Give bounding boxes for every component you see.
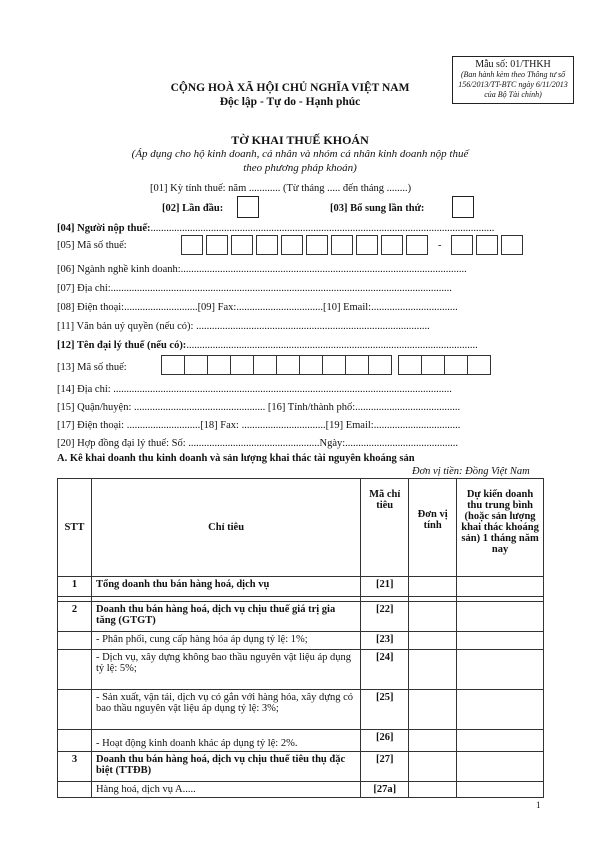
row-item: - Phân phối, cung cấp hàng hóa áp dụng tỷ lệ: 1%;	[91, 632, 360, 650]
digit-cell[interactable]	[184, 355, 208, 375]
row-estimate[interactable]	[457, 730, 544, 752]
agent-address-line[interactable]: [14] Địa chỉ: .................................................................................................................................	[57, 384, 452, 395]
digit-cell[interactable]	[444, 355, 468, 375]
digit-cell[interactable]	[406, 235, 428, 255]
table-row	[58, 782, 544, 798]
row-stt: 3	[58, 752, 92, 782]
row-stt	[58, 632, 92, 650]
section-a-heading: A. Kê khai doanh thu kinh doanh và sản lượng khai thác tài nguyên khoáng sản	[57, 453, 415, 464]
row-item: - Dịch vụ, xây dựng không bao thầu nguyên vật liệu áp dụng tỷ lệ: 5%;	[91, 650, 360, 690]
digit-cell[interactable]	[421, 355, 445, 375]
digit-cell[interactable]	[398, 355, 422, 375]
digit-cell[interactable]	[322, 355, 346, 375]
agent-contact-line[interactable]: [17] Điện thoại: ............................[18] Fax: ................................[19] Email:.................................	[57, 420, 461, 431]
agent-contract-line[interactable]: [20] Hợp đồng đại lý thuế: Số: ..................................................Ngày:...........................................	[57, 438, 459, 449]
col-header-code: Mã chỉ tiêu	[361, 479, 409, 577]
form-number-box	[452, 56, 574, 104]
digit-cell[interactable]	[345, 355, 369, 375]
agent-row	[57, 340, 478, 351]
col-header-stt: STT	[58, 479, 92, 577]
row-item: Hàng hoá, dịch vụ A.....	[91, 782, 360, 798]
page-number: 1	[536, 800, 541, 810]
digit-cell[interactable]	[256, 235, 278, 255]
row-stt: 1	[58, 577, 92, 597]
tax-code-dash: -	[438, 240, 442, 251]
row-code: [27a]	[361, 782, 409, 798]
row-unit[interactable]	[409, 690, 457, 730]
motto: Độc lập - Tự do - Hạnh phúc	[219, 96, 361, 108]
row-item: - Hoạt động kinh doanh khác áp dụng tỷ lệ: 2%.	[91, 730, 360, 752]
supplement-label: [03] Bổ sung lần thứ:	[330, 203, 425, 214]
digit-cell[interactable]	[331, 235, 353, 255]
row-item: - Sản xuất, vận tải, dịch vụ có gắn với hàng hóa, xây dựng có bao thầu nguyên vật liệu áp dụng tỷ lệ: 3%;	[91, 690, 360, 730]
digit-cell[interactable]	[231, 235, 253, 255]
business-line[interactable]: [06] Ngành nghề kinh doanh:.............................................................................................................	[57, 264, 467, 275]
row-item: Doanh thu bán hàng hoá, dịch vụ chịu thuế tiêu thụ đặc biệt (TTĐB)	[91, 752, 360, 782]
row-unit[interactable]	[409, 602, 457, 632]
form-note: (Ban hành kèm theo Thông tư số 156/2013/TT-BTC ngày 6/11/2013 của Bộ Tài chính)	[458, 70, 568, 99]
first-time-checkbox[interactable]	[237, 196, 259, 218]
digit-cell[interactable]	[161, 355, 185, 375]
row-code: [27]	[361, 752, 409, 782]
row-code: [26]	[361, 730, 409, 752]
digit-cell[interactable]	[306, 235, 328, 255]
taxpayer-label: [04] Người nộp thuế:	[57, 223, 151, 234]
digit-cell[interactable]	[467, 355, 491, 375]
taxpayer-value[interactable]: ...................................................................................................................................	[150, 223, 495, 234]
taxpayer-row	[57, 223, 494, 234]
agent-tax-code-cells[interactable]	[162, 355, 491, 375]
table-row	[58, 632, 544, 650]
row-stt	[58, 650, 92, 690]
tax-code-cells[interactable]	[182, 235, 428, 255]
digit-cell[interactable]	[206, 235, 228, 255]
digit-cell[interactable]	[276, 355, 300, 375]
digit-cell[interactable]	[181, 235, 203, 255]
row-stt	[58, 782, 92, 798]
agent-district-line[interactable]: [15] Quận/huyện: .................................................. [16] Tỉnh/thành phố:........................................	[57, 402, 461, 413]
tax-period: [01] Kỳ tính thuế: năm ............ (Từ tháng ..... đến tháng ........)	[150, 183, 412, 194]
row-unit[interactable]	[409, 730, 457, 752]
row-estimate[interactable]	[457, 602, 544, 632]
row-code: [24]	[361, 650, 409, 690]
row-unit[interactable]	[409, 782, 457, 798]
agent-value[interactable]: ...............................................................................................................	[186, 340, 478, 351]
form-subtitle-2: theo phương pháp khoán)	[243, 162, 357, 174]
row-estimate[interactable]	[457, 650, 544, 690]
digit-cell[interactable]	[501, 235, 523, 255]
form-number: Mẫu số: 01/THKH	[475, 59, 551, 70]
row-estimate[interactable]	[457, 752, 544, 782]
row-code: [25]	[361, 690, 409, 730]
row-unit[interactable]	[409, 752, 457, 782]
currency-unit: Đơn vị tiền: Đồng Việt Nam	[412, 466, 530, 477]
table-row	[58, 752, 544, 782]
country-name: CỘNG HOÀ XÃ HỘI CHỦ NGHĨA VIỆT NAM	[170, 82, 410, 94]
row-estimate[interactable]	[457, 577, 544, 597]
row-estimate[interactable]	[457, 690, 544, 730]
digit-cell[interactable]	[207, 355, 231, 375]
digit-cell[interactable]	[230, 355, 254, 375]
revenue-table	[57, 478, 544, 798]
agent-label: [12] Tên đại lý thuế (nếu có):	[57, 340, 187, 351]
table-row	[58, 730, 544, 752]
row-unit[interactable]	[409, 632, 457, 650]
table-header-row	[58, 479, 544, 577]
row-unit[interactable]	[409, 650, 457, 690]
row-estimate[interactable]	[457, 632, 544, 650]
digit-cell[interactable]	[368, 355, 392, 375]
digit-cell[interactable]	[381, 235, 403, 255]
digit-cell[interactable]	[451, 235, 473, 255]
first-time-label: [02] Lần đầu:	[162, 203, 224, 214]
digit-cell[interactable]	[476, 235, 498, 255]
row-estimate[interactable]	[457, 782, 544, 798]
agent-tax-code-label: [13] Mã số thuế:	[57, 362, 127, 373]
col-header-estimate: Dự kiến doanh thu trung bình (hoặc sản lượng khai thác khoáng sản) 1 tháng năm nay	[457, 479, 544, 577]
table-row	[58, 650, 544, 690]
tax-code-label: [05] Mã số thuế:	[57, 240, 127, 251]
digit-cell[interactable]	[281, 235, 303, 255]
contact-line[interactable]: [08] Điện thoại:............................[09] Fax:.................................[10] Email:.................................	[57, 302, 458, 313]
supplement-number-box[interactable]	[452, 196, 474, 218]
form-subtitle: (Áp dụng cho hộ kinh doanh, cá nhân và nhóm cá nhân kinh doanh nộp thuế	[131, 148, 469, 160]
digit-cell[interactable]	[356, 235, 378, 255]
row-item: Tổng doanh thu bán hàng hoá, dịch vụ	[91, 577, 360, 597]
table-row	[58, 690, 544, 730]
row-stt: 2	[58, 602, 92, 632]
row-code: [21]	[361, 577, 409, 597]
row-item: Doanh thu bán hàng hoá, dịch vụ chịu thuế giá trị gia tăng (GTGT)	[91, 602, 360, 632]
row-stt	[58, 730, 92, 752]
tax-code-branch-cells[interactable]	[452, 235, 523, 255]
digit-cell[interactable]	[253, 355, 277, 375]
table-row	[58, 602, 544, 632]
address-line[interactable]: [07] Địa chỉ:..................................................................................................................................	[57, 283, 452, 294]
row-unit[interactable]	[409, 577, 457, 597]
row-code: [22]	[361, 602, 409, 632]
authorization-line[interactable]: [11] Văn bản uỷ quyền (nếu có): .........................................................................................	[57, 321, 430, 332]
row-stt	[58, 690, 92, 730]
col-header-unit: Đơn vị tính	[409, 479, 457, 577]
row-code: [23]	[361, 632, 409, 650]
form-title: TỜ KHAI THUẾ KHOÁN	[231, 133, 369, 147]
col-header-item: Chỉ tiêu	[91, 479, 360, 577]
table-row	[58, 577, 544, 597]
digit-cell[interactable]	[299, 355, 323, 375]
